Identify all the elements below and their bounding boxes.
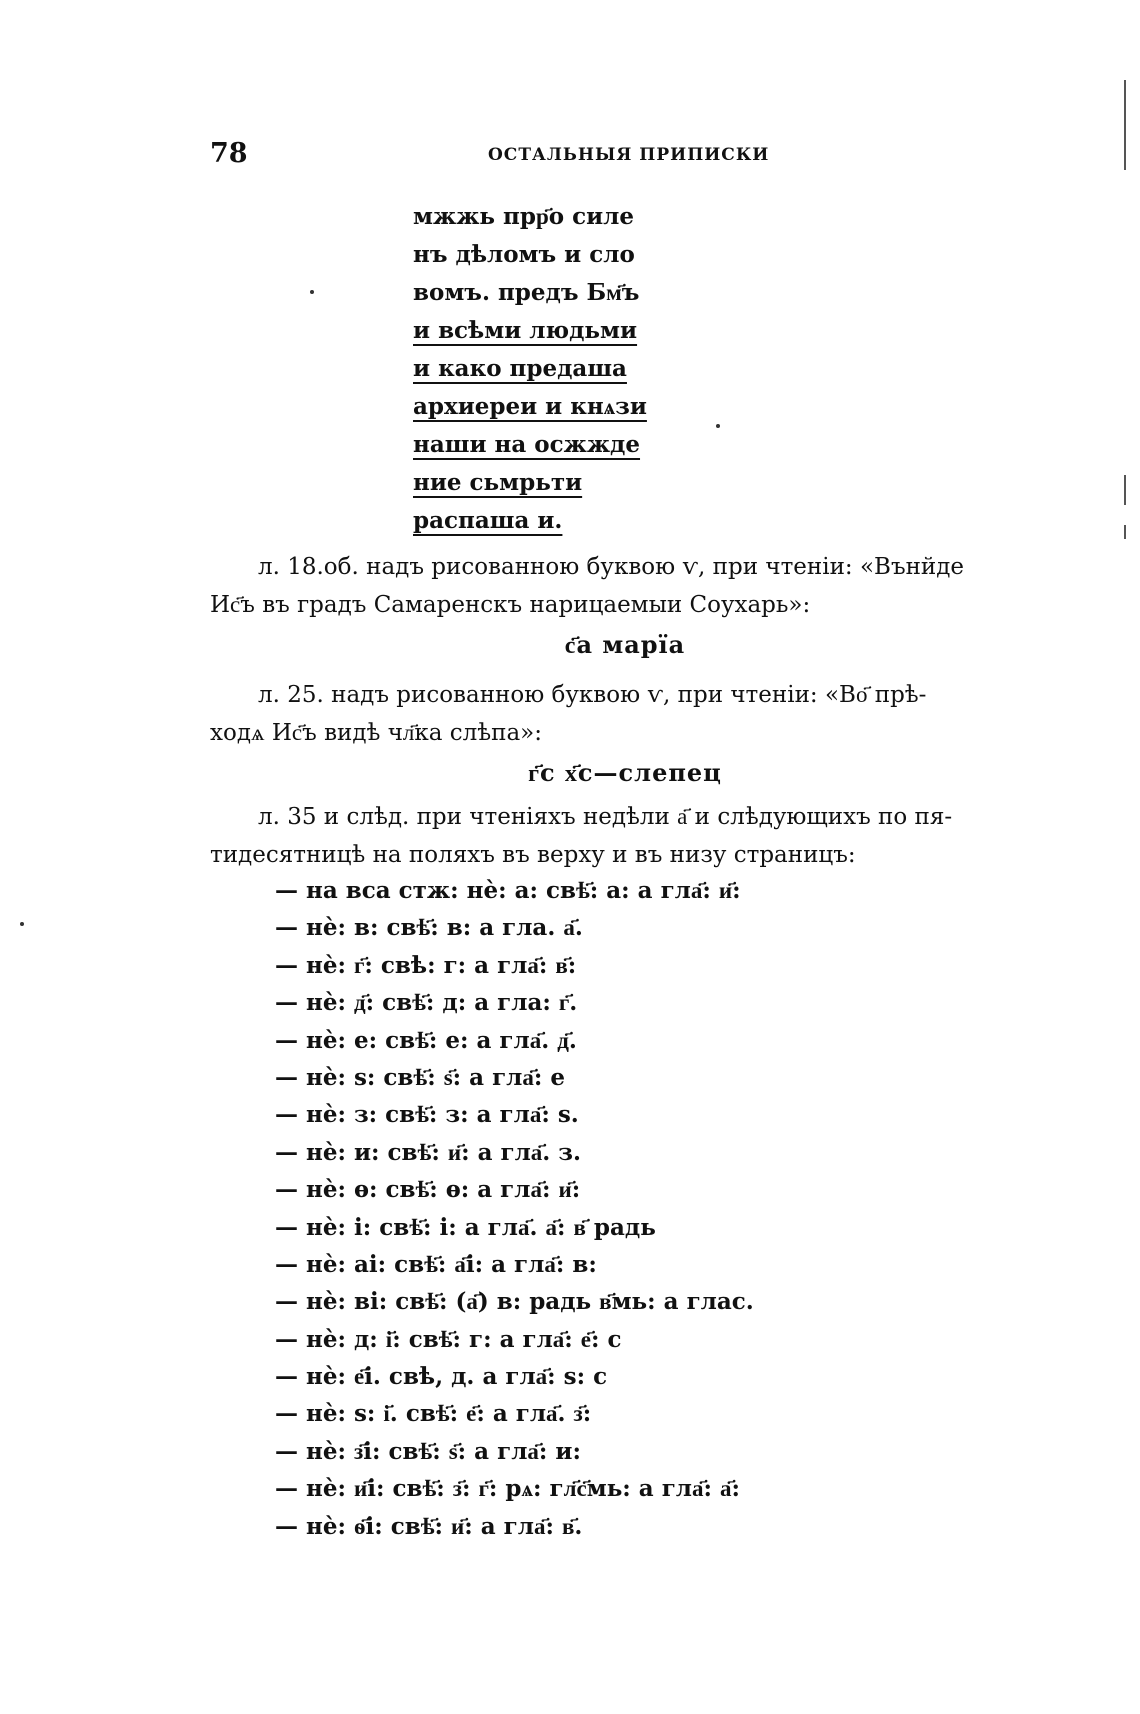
list-item: — на вса стж: нѐ: а: свѣ҃: а: а гла҃: и҃:: [275, 877, 741, 904]
scan-speck: [20, 922, 24, 926]
list-item: — нѐ: з: свѣ҃: з: а гла҃: ѕ.: [275, 1101, 579, 1129]
paragraph-continuation: ходѧ Ис҃ъ видѣ чл҃ка слѣпа»:: [210, 720, 542, 746]
paragraph-continuation: Ис҃ъ въ градъ Самаренскъ нарицаемыи Соухарь»:: [210, 592, 811, 618]
inscription-line: распаша и.: [413, 507, 563, 534]
inscription-line: ние сьмрьти: [413, 469, 583, 496]
list-item: — нѐ: и: свѣ҃: и҃: а гла҃. з.: [275, 1138, 581, 1166]
inscription-block: [413, 198, 693, 540]
list-item: — нѐ: з҃і: свѣ҃: ѕ҃: а гла҃: и:: [275, 1437, 581, 1465]
page-number: 78: [210, 138, 248, 169]
paragraph-first-line: л. 35 и слѣд. при чтеніяхъ недѣли а҃ и слѣдующихъ по пя-: [258, 804, 953, 830]
list-item: — нѐ: и҃і: свѣ҃: з҃: г҃: рѧ: гл҃с҃мь: а гла҃: а҃:: [275, 1475, 741, 1503]
running-title: ОСТАЛЬНЫЯ ПРИПИСКИ: [488, 145, 770, 165]
paragraph-folio-18: [210, 548, 1040, 624]
paragraph-folio-25: [210, 676, 1040, 752]
list-item: — нѐ: е҃і. свѣ, д. а гла҃: ѕ: с: [275, 1363, 608, 1391]
list-item: — нѐ: аі: свѣ҃: а҃і: а гла҃: в:: [275, 1250, 597, 1278]
scan-edge-mark: [1124, 80, 1126, 170]
paragraph-first-line: л. 18.об. надъ рисованною буквою ѵ, при чтеніи: «Вънйде: [258, 554, 965, 580]
centered-inscription: с҃а марїа: [564, 630, 686, 659]
inscription-line: наши на осжжде: [413, 431, 641, 458]
scan-speck: [716, 424, 720, 428]
list-item: — нѐ: д҃: свѣ҃: д: а гла: г҃.: [275, 989, 578, 1017]
scan-speck: [310, 290, 314, 294]
list-item: — нѐ: г҃: свѣ: г: а гла҃: в҃:: [275, 951, 577, 979]
list-item: — нѐ: д: і҃: свѣ҃: г: а гла҃: е҃: с: [275, 1325, 622, 1353]
centered-inscription: г҃с х҃с—слепец: [528, 758, 722, 787]
list-item: — нѐ: ѳ҃і: свѣ҃: и҃: а гла҃: в҃.: [275, 1512, 583, 1540]
paragraph-first-line: л. 25. надъ рисованною буквою ѵ, при чтеніи: «Во҃ прѣ-: [258, 682, 927, 708]
list-item: — нѐ: ѳ: свѣ҃: ѳ: а гла҃: и҃:: [275, 1176, 581, 1204]
list-item: — нѐ: е: свѣ҃: е: а гла҃. д҃.: [275, 1026, 577, 1054]
paragraph-continuation: тидесятницѣ на поляхъ въ верху и въ низу страницъ:: [210, 842, 856, 868]
list-item: — нѐ: ѕ: свѣ҃: ѕ҃: а гла҃: е: [275, 1063, 566, 1091]
list-item: — нѐ: і: свѣ҃: і: а гла҃. а҃: в҃ радь: [275, 1213, 656, 1241]
scan-edge-mark: [1124, 475, 1126, 505]
inscription-line: и всѣми людьми: [413, 317, 638, 344]
inscription-line: вомъ. предъ Бм҃ъ: [413, 279, 640, 306]
paragraph-folio-35: [210, 798, 1040, 874]
list-item: — нѐ: ѕ: і҃. свѣ҃: е҃: а гла҃. з҃:: [275, 1400, 592, 1428]
inscription-line: и како предаша: [413, 355, 627, 382]
list-item: — нѐ: в: свѣ҃: в: а гла. а҃.: [275, 914, 583, 942]
scan-edge-mark: [1124, 525, 1126, 539]
inscription-line: нъ дѣломъ и сло: [413, 241, 635, 268]
inscription-line: архиереи и кнѧзи: [413, 393, 647, 420]
entries-list: [275, 872, 754, 1545]
inscription-line: мжжь прр҃о силе: [413, 203, 635, 230]
list-item: — нѐ: ві: свѣ҃: (а҃) в: радь в҃мь: а глас.: [275, 1288, 754, 1316]
